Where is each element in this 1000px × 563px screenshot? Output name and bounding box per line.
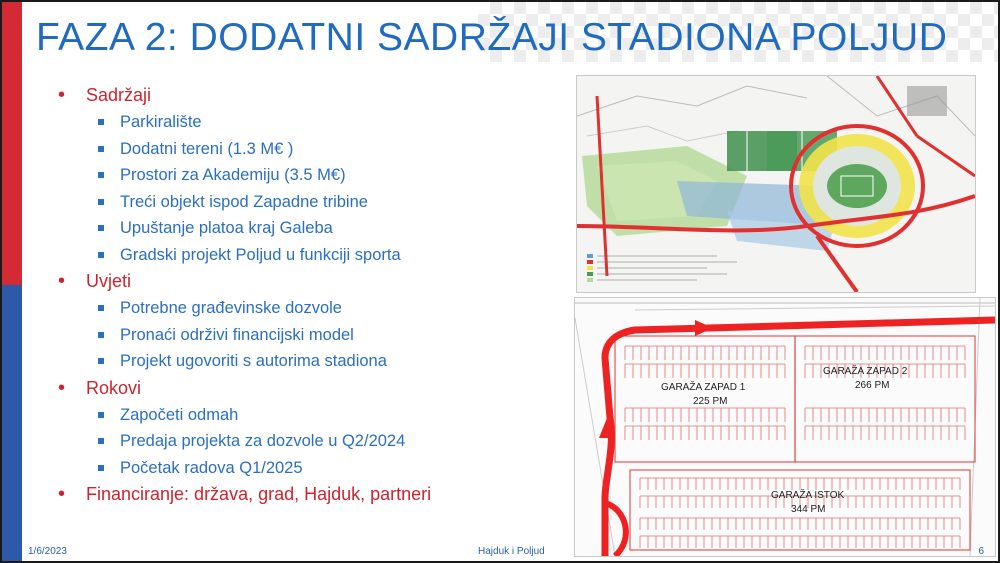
square-bullet-icon	[98, 172, 104, 178]
side-bar-blue	[2, 285, 22, 561]
footer-center: Hajduk i Poljud	[478, 546, 545, 557]
list-item-text: Parkiralište	[120, 113, 202, 131]
square-bullet-icon	[98, 199, 104, 205]
garage-zapad2-name: GARAŽA ZAPAD 2	[823, 366, 908, 377]
square-bullet-icon	[98, 412, 104, 418]
section-label-text: Rokovi	[86, 377, 142, 398]
garage-plan-image	[574, 297, 996, 557]
section	[58, 481, 578, 508]
section-label	[58, 375, 578, 402]
section-label	[58, 268, 578, 295]
section	[58, 82, 578, 268]
garage-zapad2-spaces: 266 PM	[855, 380, 890, 391]
square-bullet-icon	[98, 225, 104, 231]
section-label-text: Sadržaji	[86, 85, 152, 105]
list-item-text: Treći objekt ispod Zapadne tribine	[120, 192, 368, 211]
section-label	[58, 481, 578, 508]
section	[58, 375, 578, 482]
slide-title: FAZA 2: DODATNI SADRŽAJI STADIONA POLJUD	[36, 16, 948, 59]
site-plan-image	[576, 75, 976, 293]
list-item	[98, 295, 578, 322]
list-item-text: Dodatni tereni (1.3 M€ )	[120, 139, 294, 158]
square-bullet-icon	[98, 332, 104, 338]
square-bullet-icon	[98, 146, 104, 152]
list-item	[98, 215, 578, 242]
garage-istok-spaces: 344 PM	[791, 504, 826, 515]
square-bullet-icon	[98, 252, 104, 258]
list-item	[98, 162, 578, 189]
list-item-text: Predaja projekta za dozvole u Q2/2024	[120, 432, 406, 450]
list-item	[98, 189, 578, 216]
side-bar-red	[2, 2, 22, 285]
list-item-text: Upuštanje platoa kraj Galeba	[120, 219, 333, 237]
list-item	[98, 109, 578, 136]
list-item	[98, 455, 578, 482]
section-label-text: Financiranje: država, grad, Hajduk, partneri	[86, 484, 432, 504]
bullet-dot-icon: •	[58, 376, 66, 399]
list-item	[98, 428, 578, 455]
list-item-text: Prostori za Akademiju (3.5 M€)	[120, 166, 346, 184]
section	[58, 268, 578, 375]
list-item	[98, 348, 578, 375]
square-bullet-icon	[98, 358, 104, 364]
content-list	[58, 82, 578, 508]
list-item-text: Gradski projekt Poljud u funkciji sporta	[120, 245, 401, 264]
footer-date: 1/6/2023	[28, 546, 67, 557]
list-item-text: Početak radova Q1/2025	[120, 458, 303, 477]
section-label-text: Uvjeti	[86, 271, 132, 291]
list-item-text: Potrebne građevinske dozvole	[120, 299, 342, 317]
list-item	[98, 242, 578, 269]
list-item	[98, 322, 578, 349]
square-bullet-icon	[98, 305, 104, 311]
garage-zapad1-spaces: 225 PM	[693, 396, 728, 407]
square-bullet-icon	[98, 119, 104, 125]
list-item-text: Projekt ugovoriti s autorima stadiona	[120, 352, 387, 370]
list-item-text: Započeti odmah	[120, 405, 239, 424]
square-bullet-icon	[98, 465, 104, 471]
list-item-text: Pronaći održivi financijski model	[120, 325, 354, 344]
garage-istok-name: GARAŽA ISTOK	[771, 490, 845, 501]
bullet-dot-icon: •	[58, 270, 66, 292]
square-bullet-icon	[98, 438, 104, 444]
footer-page-number: 6	[978, 546, 984, 557]
section-label	[58, 82, 578, 109]
sub-list	[58, 295, 578, 375]
list-item	[98, 136, 578, 163]
garage-zapad1-name: GARAŽA ZAPAD 1	[661, 382, 746, 393]
sub-list	[58, 109, 578, 268]
bullet-dot-icon: •	[58, 483, 66, 505]
sub-list	[58, 402, 578, 482]
bullet-dot-icon: •	[58, 84, 66, 106]
list-item	[98, 402, 578, 429]
